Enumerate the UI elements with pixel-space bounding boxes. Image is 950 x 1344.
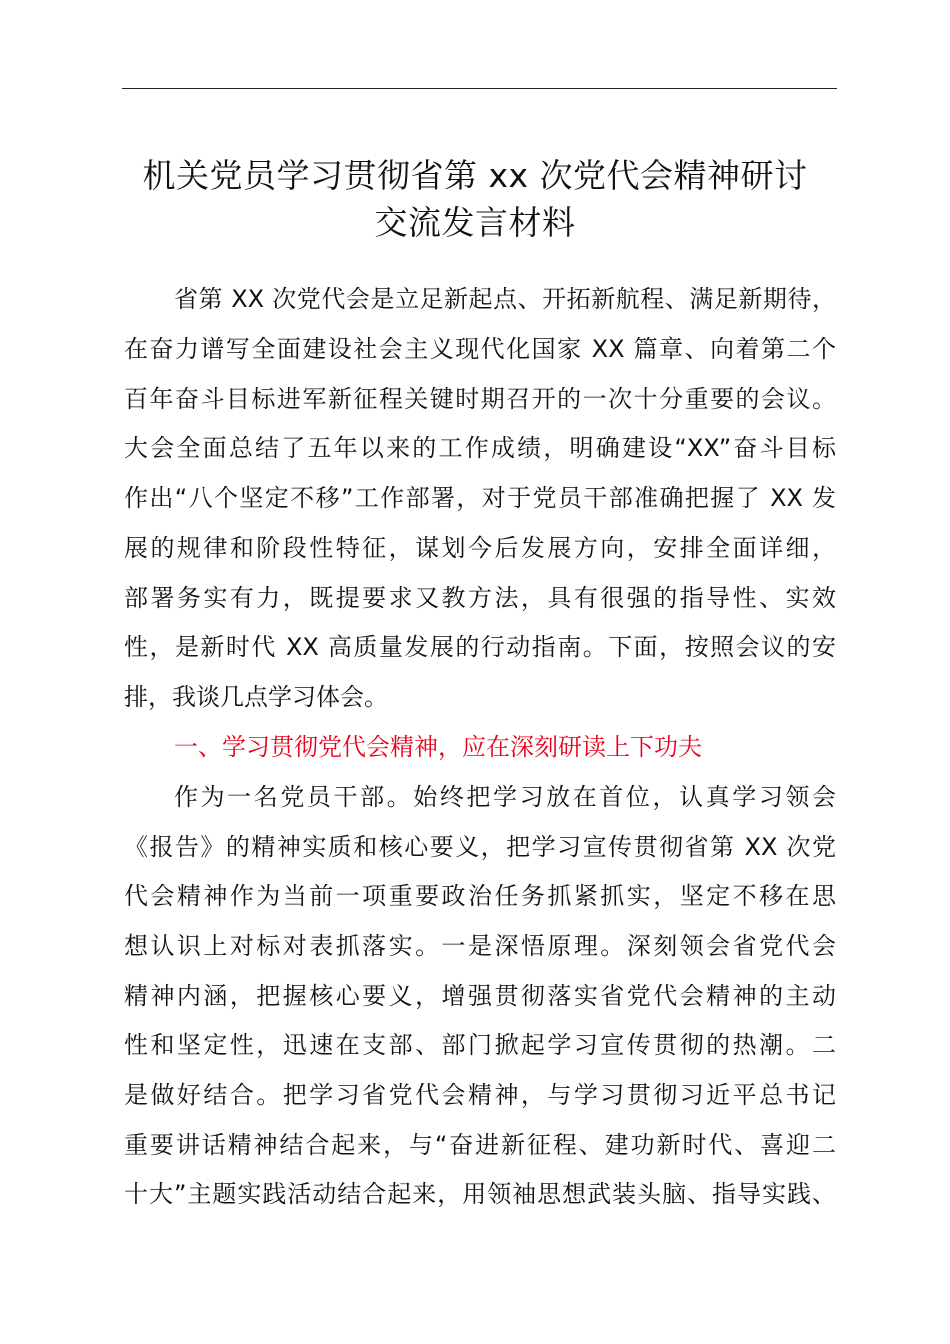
paragraph-2-line: 十大”主题实践活动结合起来，用领袖思想武装头脑、指导实践、 bbox=[124, 1180, 836, 1208]
paragraph-1-line: 省第 XX 次党代会是立足新起点、开拓新航程、满足新期待， bbox=[174, 285, 836, 313]
paragraph-1-line: 部署务实有力，既提要求又教方法，具有很强的指导性、实效 bbox=[124, 584, 836, 612]
paragraph-2-line: 代会精神作为当前一项重要政治任务抓紧抓实，坚定不移在思 bbox=[124, 882, 836, 910]
header-rule bbox=[122, 88, 837, 89]
paragraph-1-line: 作出“八个坚定不移”工作部署，对于党员干部准确把握了 XX 发 bbox=[124, 484, 836, 512]
document-title-line-2: 交流发言材料 bbox=[374, 203, 576, 242]
paragraph-2-line: 精神内涵，把握核心要义，增强贯彻落实省党代会精神的主动 bbox=[124, 982, 836, 1010]
paragraph-1-line: 展的规律和阶段性特征，谋划今后发展方向，安排全面详细， bbox=[124, 534, 836, 562]
paragraph-1-line: 性，是新时代 XX 高质量发展的行动指南。下面，按照会议的安 bbox=[124, 633, 836, 661]
paragraph-1-line: 大会全面总结了五年以来的工作成绩，明确建设“XX”奋斗目标 bbox=[124, 434, 836, 462]
paragraph-2-line: 性和坚定性，迅速在支部、部门掀起学习宣传贯彻的热潮。二 bbox=[124, 1031, 836, 1059]
paragraph-2-line: 作为一名党员干部。始终把学习放在首位，认真学习领会 bbox=[174, 783, 836, 811]
paragraph-1-line: 排，我谈几点学习体会。 bbox=[124, 683, 388, 711]
paragraph-2-line: 是做好结合。把学习省党代会精神，与学习贯彻习近平总书记 bbox=[124, 1081, 836, 1109]
paragraph-2-line: 想认识上对标对表抓落实。一是深悟原理。深刻领会省党代会 bbox=[124, 932, 836, 960]
section-1-heading: 一、学习贯彻党代会精神，应在深刻研读上下功夫 bbox=[174, 733, 702, 761]
paragraph-2-line: 重要讲话精神结合起来，与“奋进新征程、建功新时代、喜迎二 bbox=[124, 1131, 836, 1159]
paragraph-2-line: 《报告》的精神实质和核心要义，把学习宣传贯彻省第 XX 次党 bbox=[124, 833, 836, 861]
document-title-line-1: 机关党员学习贯彻省第 xx 次党代会精神研讨 bbox=[142, 156, 808, 195]
paragraph-1-line: 百年奋斗目标进军新征程关键时期召开的一次十分重要的会议。 bbox=[124, 385, 836, 413]
paragraph-1-line: 在奋力谱写全面建设社会主义现代化国家 XX 篇章、向着第二个 bbox=[124, 335, 836, 363]
